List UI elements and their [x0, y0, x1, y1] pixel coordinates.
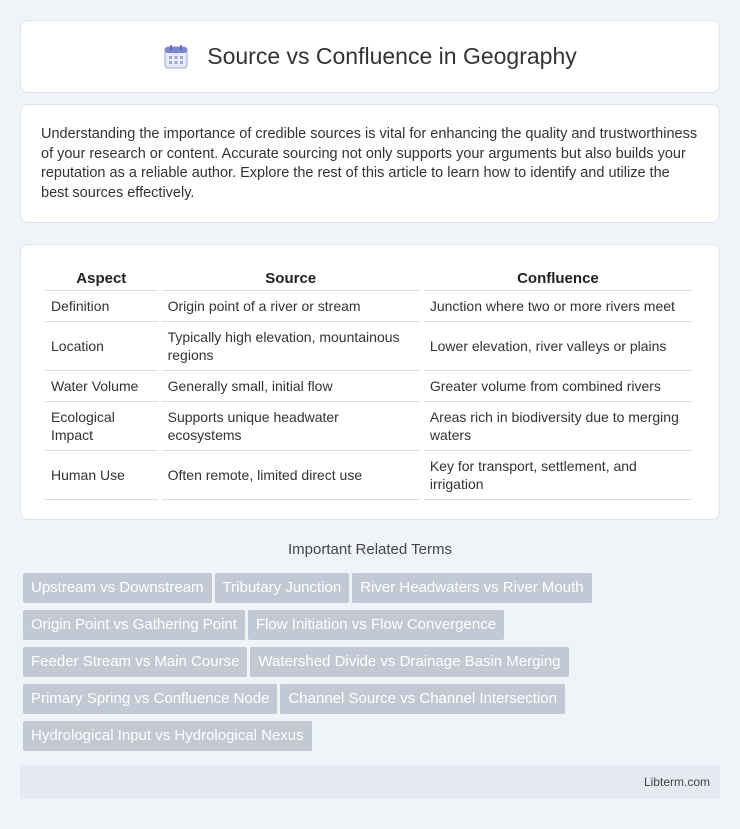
- table-row: [45, 451, 692, 500]
- cell-source: Supports unique headwater ecosystems: [162, 402, 420, 451]
- intro-card: [20, 104, 720, 223]
- related-term-tag[interactable]: Feeder Stream vs Main Course: [23, 647, 247, 677]
- cell-source: Generally small, initial flow: [162, 371, 420, 402]
- related-term-tag[interactable]: Upstream vs Downstream: [23, 573, 212, 603]
- title-card: [20, 20, 720, 93]
- footer: [20, 765, 720, 799]
- table-row: [45, 322, 692, 371]
- related-term-tag[interactable]: Channel Source vs Channel Intersection: [280, 684, 565, 714]
- related-term-tag[interactable]: Tributary Junction: [215, 573, 350, 603]
- cell-source: Typically high elevation, mountainous regions: [162, 322, 420, 371]
- related-terms-title: Important Related Terms: [288, 541, 452, 558]
- cell-aspect: Location: [45, 322, 158, 371]
- comparison-table: [41, 267, 696, 500]
- table-row: [45, 371, 692, 402]
- cell-confluence: Junction where two or more rivers meet: [424, 291, 692, 322]
- related-term-tag[interactable]: Primary Spring vs Confluence Node: [23, 684, 277, 714]
- page-title: Source vs Confluence in Geography: [207, 43, 577, 69]
- cell-source: Often remote, limited direct use: [162, 451, 420, 500]
- cell-aspect: Human Use: [45, 451, 158, 500]
- cell-aspect: Water Volume: [45, 371, 158, 402]
- related-term-tag[interactable]: Flow Initiation vs Flow Convergence: [248, 610, 504, 640]
- cell-source: Origin point of a river or stream: [162, 291, 420, 322]
- related-term-tag[interactable]: Origin Point vs Gathering Point: [23, 610, 245, 640]
- table-row: [45, 291, 692, 322]
- comparison-table-card: [20, 244, 720, 520]
- calendar-icon: [163, 44, 189, 70]
- cell-confluence: Greater volume from combined rivers: [424, 371, 692, 402]
- intro-text: Understanding the importance of credible sources is vital for enhancing the quality and trustworthiness of your research or content. Accurate sourcing not only supports your arguments but also builds your reputation as a reliable author. Explore the rest of this article to learn how to identify and utilize the best sources effectively.: [41, 126, 698, 201]
- cell-confluence: Key for transport, settlement, and irrigation: [424, 451, 692, 500]
- related-term-tag[interactable]: Watershed Divide vs Drainage Basin Merging: [250, 647, 568, 677]
- table-header-row: [45, 267, 692, 291]
- table-row: [45, 402, 692, 451]
- related-term-tag[interactable]: River Headwaters vs River Mouth: [352, 573, 591, 603]
- related-term-tag[interactable]: Hydrological Input vs Hydrological Nexus: [23, 721, 312, 751]
- header-confluence: Confluence: [424, 267, 692, 291]
- cell-aspect: Ecological Impact: [45, 402, 158, 451]
- related-terms-list: [23, 573, 723, 758]
- header-aspect: Aspect: [45, 267, 158, 291]
- cell-aspect: Definition: [45, 291, 158, 322]
- footer-brand-link[interactable]: Libterm.com: [643, 775, 710, 789]
- cell-confluence: Areas rich in biodiversity due to merging waters: [424, 402, 692, 451]
- header-source: Source: [162, 267, 420, 291]
- cell-confluence: Lower elevation, river valleys or plains: [424, 322, 692, 371]
